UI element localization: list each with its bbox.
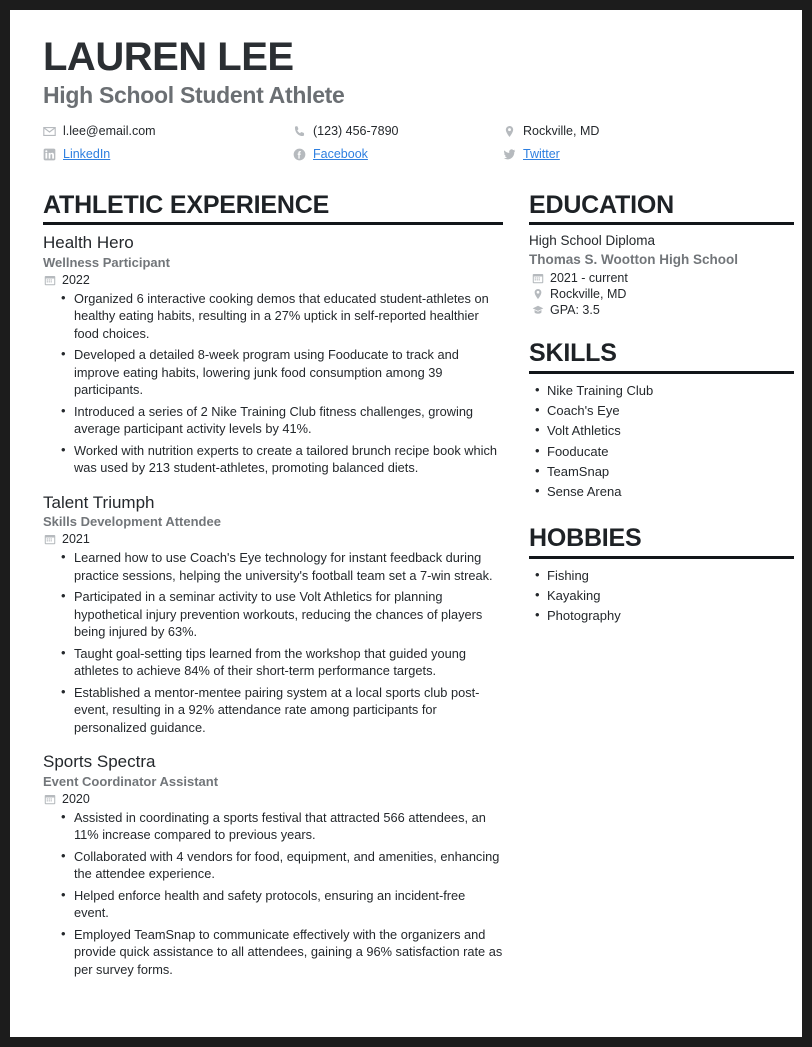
education-school: Thomas S. Wootton High School [529, 251, 738, 267]
section-divider [529, 371, 794, 374]
contact-twitter-link[interactable]: Twitter [523, 147, 560, 162]
bullet-item: • Organized 6 interactive cooking demos that educated student-athletes on healthy eating habits, resulting in a 27% uptick in self-reported healthier food choices. [74, 290, 503, 343]
resume-page [10, 10, 802, 1037]
section-divider [43, 222, 503, 225]
phone-icon [293, 125, 306, 138]
calendar-icon [43, 533, 56, 546]
experience-role: Wellness Participant [43, 254, 170, 270]
contact-phone-label: (123) 456-7890 [313, 124, 399, 138]
bullet-item: • Worked with nutrition experts to create a tailored brunch recipe book which was used by 213 student-athletes, promoting balanced diets. [74, 442, 503, 477]
experience-organization: Health Hero [43, 233, 134, 253]
calendar-icon [531, 272, 544, 285]
hobby-item: • Fishing [547, 566, 794, 586]
contact-linkedin-link[interactable]: LinkedIn [63, 147, 111, 162]
experience-bullets [43, 809, 503, 979]
contact-phone [293, 123, 503, 139]
resume-body [43, 177, 772, 994]
experience-organization: Sports Spectra [43, 752, 156, 772]
experience-date [43, 532, 503, 546]
section-divider [529, 556, 794, 559]
candidate-name: LAUREN LEE [43, 35, 294, 79]
contact-twitter[interactable] [503, 146, 772, 162]
envelope-icon [43, 125, 56, 138]
hobbies-title: HOBBIES [529, 523, 642, 552]
experience-role: Skills Development Attendee [43, 514, 221, 530]
calendar-icon [43, 792, 56, 805]
location-pin-icon [503, 125, 516, 138]
education-location [529, 287, 794, 301]
bullet-item: • Helped enforce health and safety protocols, ensuring an incident-free event. [74, 887, 503, 922]
left-column [43, 177, 503, 994]
right-column [529, 177, 794, 627]
bullet-item: • Established a mentor-mentee pairing system at a local sports club post-event, resulting in a 92% attendance rate among participants for personalized guidance. [74, 684, 503, 737]
education-date-label: 2021 - current [550, 271, 628, 286]
hobbies-list [529, 566, 794, 626]
calendar-icon [43, 273, 56, 286]
experience-role: Event Coordinator Assistant [43, 773, 219, 789]
hobby-item: • Photography [547, 606, 794, 626]
twitter-icon [503, 148, 516, 161]
education-degree: High School Diploma [529, 233, 656, 249]
bullet-item: • Assisted in coordinating a sports festival that attracted 566 attendees, an 11% increase compared to previous years. [74, 809, 503, 844]
experience-entry [43, 492, 503, 737]
candidate-headline: High School Student Athlete [43, 82, 345, 108]
contact-facebook[interactable] [293, 146, 503, 162]
experience-bullets [43, 549, 503, 736]
contact-location-label: Rockville, MD [523, 124, 600, 138]
resume-header [43, 36, 772, 163]
education-gpa [529, 303, 794, 317]
experience-date [43, 273, 503, 287]
skill-item: • Sense Arena [547, 482, 794, 502]
skill-item: • TeamSnap [547, 462, 794, 482]
education-date [529, 271, 794, 285]
graduation-cap-icon [531, 304, 544, 317]
bullet-item: • Participated in a seminar activity to use Volt Athletics for planning hypothetical injury prevention workouts, reducing the chances of players being injured by 63%. [74, 588, 503, 641]
experience-bullets [43, 290, 503, 477]
skill-item: • Fooducate [547, 442, 794, 462]
facebook-icon [293, 148, 306, 161]
bullet-item: • Taught goal-setting tips learned from the workshop that guided young athletes to achieve 84% of their short-term performance targets. [74, 645, 503, 680]
location-pin-icon [531, 288, 544, 301]
contact-location [503, 123, 772, 139]
bullet-item: • Employed TeamSnap to communicate effectively with the organizers and provide quick assistance to all attendees, gaining a 96% satisfaction rate as per survey forms. [74, 926, 503, 979]
skill-item: • Volt Athletics [547, 421, 794, 441]
experience-date [43, 792, 503, 806]
skills-title: SKILLS [529, 339, 617, 368]
skill-item: • Nike Training Club [547, 381, 794, 401]
education-entry [529, 232, 794, 317]
education-location-label: Rockville, MD [550, 287, 627, 302]
contact-grid [43, 123, 772, 163]
skills-list [529, 381, 794, 502]
bullet-item: • Introduced a series of 2 Nike Training Club fitness challenges, growing average participant activity levels by 41%. [74, 403, 503, 438]
contact-linkedin[interactable] [43, 146, 293, 162]
education-gpa-label: GPA: 3.5 [550, 303, 600, 318]
hobby-item: • Kayaking [547, 586, 794, 606]
skill-item: • Coach's Eye [547, 401, 794, 421]
bullet-item: • Learned how to use Coach's Eye technology for instant feedback during practice sessions, helping the university's football team set a 7-win streak. [74, 549, 503, 584]
experience-organization: Talent Triumph [43, 492, 155, 512]
bullet-item: • Collaborated with 4 vendors for food, equipment, and amenities, enhancing the attendee experience. [74, 848, 503, 883]
experience-date-label: 2020 [62, 791, 90, 806]
section-divider [529, 222, 794, 225]
experience-date-label: 2022 [62, 272, 90, 287]
linkedin-icon [43, 148, 56, 161]
bullet-item: • Developed a detailed 8-week program using Fooducate to track and improve eating habits, lowering junk food consumption among 39 participants. [74, 346, 503, 399]
contact-facebook-link[interactable]: Facebook [313, 147, 368, 162]
experience-entry [43, 232, 503, 477]
contact-email-label: l.lee@email.com [63, 124, 156, 138]
experience-date-label: 2021 [62, 532, 90, 547]
contact-email [43, 123, 293, 139]
athletic-experience-title: ATHLETIC EXPERIENCE [43, 190, 330, 219]
education-title: EDUCATION [529, 190, 674, 219]
experience-entry [43, 751, 503, 978]
